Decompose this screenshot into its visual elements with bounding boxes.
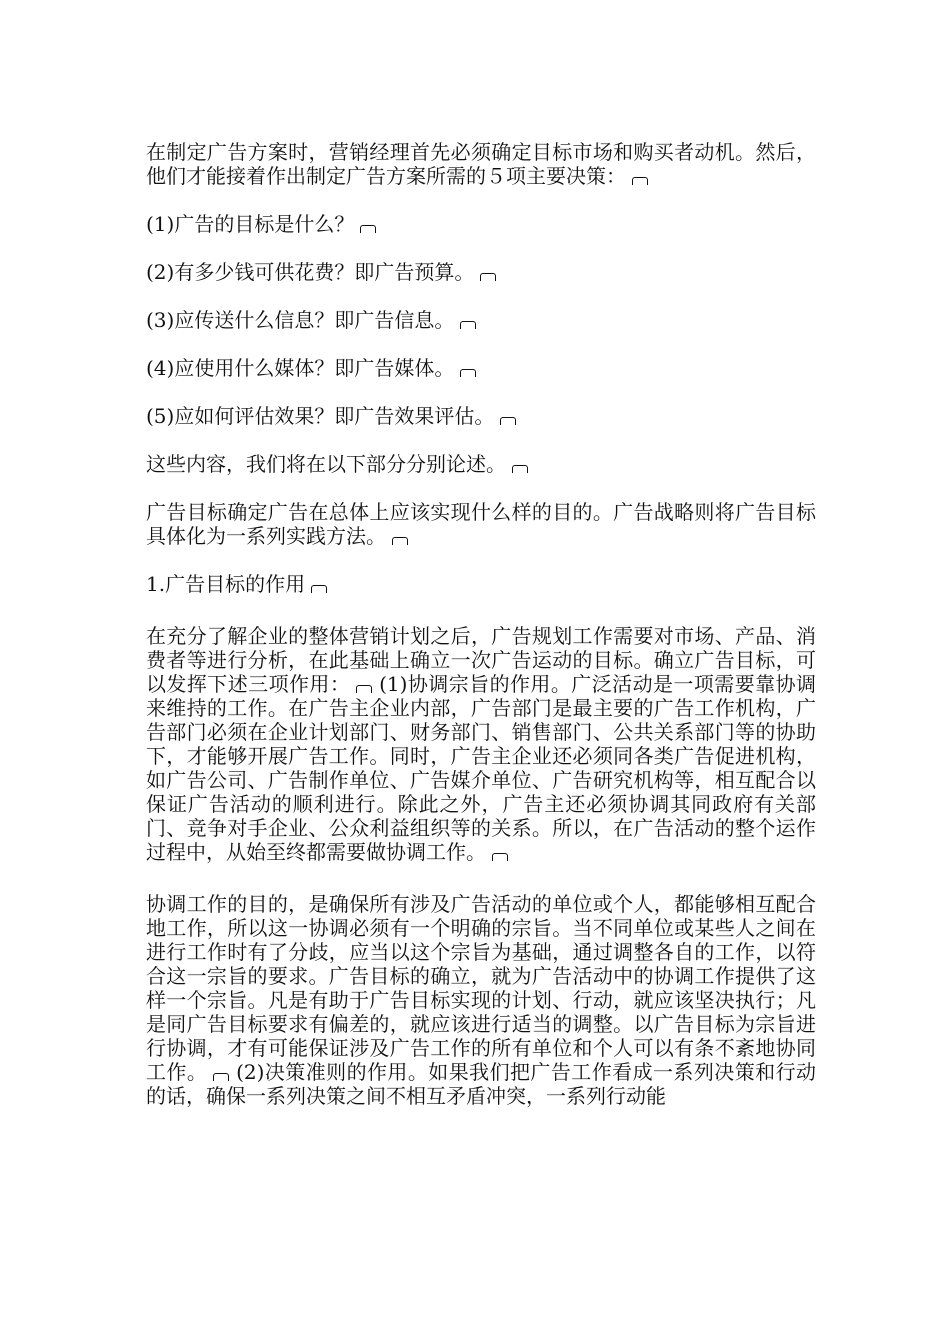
decision-item-1 [146, 212, 816, 236]
coordination-purpose-paragraph [146, 892, 816, 1108]
decision-item-3 [146, 308, 816, 332]
section-heading [146, 572, 816, 596]
paragraph-mark-icon [392, 537, 408, 545]
discussion-note [146, 452, 816, 476]
coordination-role-text: (1)协调宗旨的作用。广泛活动是一项需要靠协调来维持的工作。在广告主企业内部，广告部门是最主要的广告工作机构，广告部门必须在企业计划部门、财务部门、销售部门、公共关系部门等的协助下，才能够开展广告工作。同时，广告主企业还必须同各类广告促进机构，如广告公司、广告制作单位、广告媒介单位、广告研究机构等，相互配合以保证广告活动的顺利进行。除此之外，广告主还必须协调其同政府有关部门、竞争对手企业、公众利益组织等的关系。所以，在广告活动的整个运作过程中，从始至终都需要做协调工作。 [146, 672, 817, 864]
paragraph-mark-icon [460, 369, 476, 377]
coordination-purpose-text: 协调工作的目的，是确保所有涉及广告活动的单位或个人，都能够相互配合地工作，所以这一协调必须有一个明确的宗旨。当不同单位或某些人之间在进行工作时有了分歧，应当以这个宗旨为基础，通过调整各自的工作，以符合这一宗旨的要求。广告目标的确立，就为广告活动中的协调工作提供了这样一个宗旨。凡是有助于广告目标实现的计划、行动，就应该坚决执行；凡是同广告目标要求有偏差的，就应该进行适当的调整。以广告目标为宗旨进行协调，才有可能保证涉及广告工作的所有单位和个人可以有条不紊地协同工作。 [146, 892, 816, 1084]
decision-text-2: (2)有多少钱可供花费？即广告预算。 [146, 260, 475, 284]
paragraph-mark-icon [480, 273, 496, 281]
discussion-text: 这些内容，我们将在以下部分分别论述。 [146, 452, 506, 476]
paragraph-mark-icon [356, 685, 372, 693]
paragraph-mark-icon [360, 225, 376, 233]
section-heading-text: 1.广告目标的作用 [146, 572, 306, 596]
decision-item-2 [146, 260, 816, 284]
decision-text-1: (1)广告的目标是什么？ [146, 212, 355, 236]
role-paragraph [146, 624, 816, 864]
decision-text-3: (3)应传送什么信息？即广告信息。 [146, 308, 455, 332]
paragraph-mark-icon [500, 417, 516, 425]
decision-criterion-text: (2)决策准则的作用。如果我们把广告工作看成一系列决策和行动的话，确保一系列决策之间不相互矛盾冲突，一系列行动能 [146, 1060, 817, 1108]
objective-definition-paragraph [146, 500, 816, 548]
decision-item-5 [146, 404, 816, 428]
intro-text: 在制定广告方案时，营销经理首先必须确定目标市场和购买者动机。然后，他们才能接着作出制定广告方案所需的５项主要决策： [146, 140, 816, 188]
paragraph-mark-icon [460, 321, 476, 329]
role-intro-text: 在充分了解企业的整体营销计划之后，广告规划工作需要对市场、产品、消费者等进行分析，在此基础上确立一次广告运动的目标。确立广告目标，可以发挥下述三项作用： [146, 624, 816, 696]
decision-item-4 [146, 356, 816, 380]
paragraph-mark-icon [632, 177, 648, 185]
intro-paragraph [146, 140, 816, 188]
document-page [146, 140, 816, 1132]
decision-text-4: (4)应使用什么媒体？即广告媒体。 [146, 356, 455, 380]
paragraph-mark-icon [213, 1073, 229, 1081]
objective-definition-text: 广告目标确定广告在总体上应该实现什么样的目的。广告战略则将广告目标具体化为一系列实践方法。 [146, 500, 816, 548]
paragraph-mark-icon [512, 465, 528, 473]
paragraph-mark-icon [311, 585, 327, 593]
paragraph-mark-icon [492, 853, 508, 861]
decision-text-5: (5)应如何评估效果？即广告效果评估。 [146, 404, 495, 428]
